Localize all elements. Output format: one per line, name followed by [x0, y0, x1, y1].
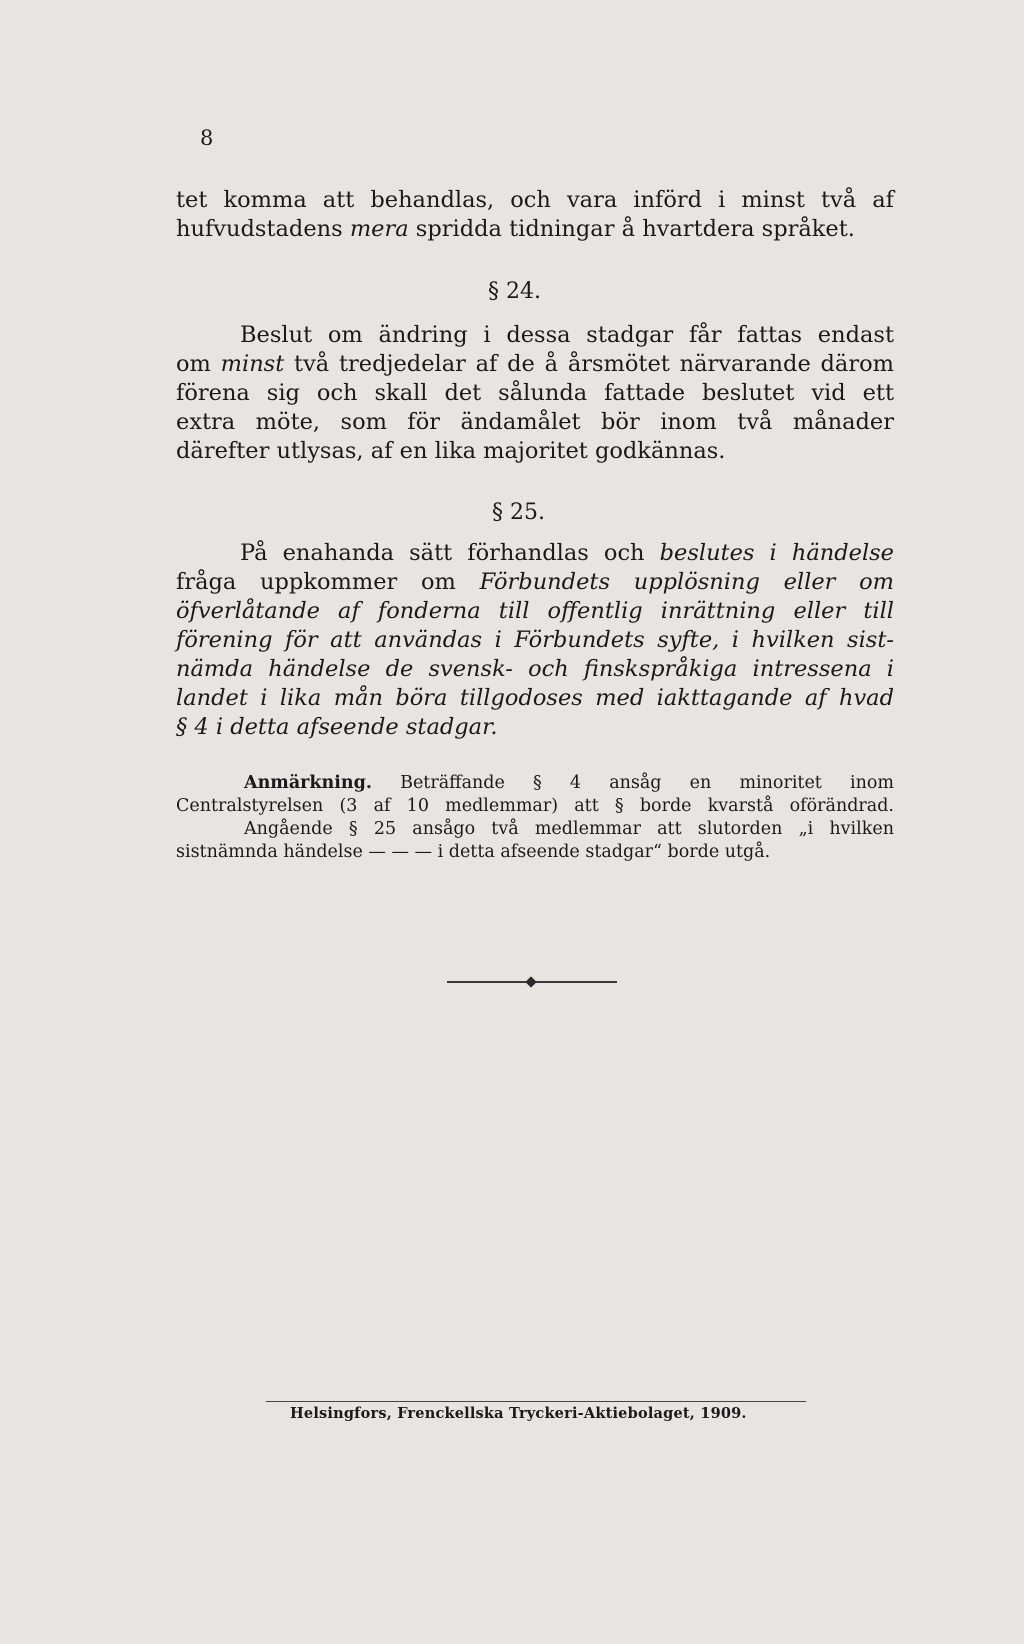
- text-segment: förena sig och skall det sålunda fattade beslutet vid ett: [176, 380, 894, 406]
- note-line-4: [176, 841, 894, 864]
- text-segment: spridda tidningar å hvartdera språket.: [408, 216, 855, 242]
- ornament-divider: [447, 981, 617, 983]
- intro-line-1: [176, 186, 894, 215]
- text-segment: Beslut om ändring i dessa stadgar får fattas endast: [240, 322, 894, 348]
- text-segment: sistnämnda händelse — — — i detta afseende stadgar“ borde utgå.: [176, 842, 771, 862]
- note-line-2: [176, 795, 894, 818]
- text-segment: om: [176, 351, 221, 377]
- s25-line-1: [176, 539, 894, 568]
- italic-segment: öfverlåtande af fonderna till offentlig inrättning eller till: [176, 598, 894, 624]
- italic-segment: nämda händelse de svensk- och finskspråkiga intressena i: [176, 656, 894, 682]
- italic-segment: Förbundets upplösning eller om: [479, 569, 894, 595]
- imprint-rule: [266, 1401, 806, 1402]
- printer-imprint: Helsingfors, Frenckellska Tryckeri-Aktiebolaget, 1909.: [290, 1405, 747, 1422]
- italic-segment: beslutes i händelse: [659, 540, 894, 566]
- s24-line-5: [176, 437, 894, 466]
- text-segment: fråga uppkommer om: [176, 569, 480, 595]
- section-25-paragraph: [176, 539, 894, 742]
- italic-segment: minst: [220, 351, 285, 377]
- s25-line-7: [176, 713, 894, 742]
- page-number: 8: [200, 126, 214, 150]
- text-segment: därefter utlysas, af en lika majoritet godkännas.: [176, 438, 726, 464]
- italic-segment: landet i lika mån böra tillgodoses med iakttagande af hvad: [176, 685, 894, 711]
- text-segment: extra möte, som för ändamålet bör inom två månader: [176, 409, 894, 435]
- remark-note: [176, 772, 894, 864]
- text-segment: hufvudstadens: [176, 216, 350, 242]
- text-segment: Beträffande § 4 ansåg en minoritet inom: [371, 773, 894, 793]
- section-heading-25: § 25.: [492, 500, 545, 525]
- note-label: Anmärkning.: [244, 773, 372, 793]
- section-24-paragraph: [176, 321, 894, 466]
- text-segment: Angående § 25 ansågo två medlemmar att slutorden „i hvilken: [244, 819, 894, 839]
- note-line-1: [176, 772, 894, 795]
- s24-line-1: [176, 321, 894, 350]
- note-line-3: [176, 818, 894, 841]
- s25-line-2: [176, 568, 894, 597]
- s24-line-2: [176, 350, 894, 379]
- s25-line-5: [176, 655, 894, 684]
- s25-line-4: [176, 626, 894, 655]
- s25-line-6: [176, 684, 894, 713]
- s24-line-4: [176, 408, 894, 437]
- italic-segment: § 4 i detta afseende stadgar.: [176, 714, 498, 740]
- s25-line-3: [176, 597, 894, 626]
- italic-segment: förening för att användas i Förbundets syfte, i hvilken sist-: [176, 627, 894, 653]
- text-segment: På enahanda sätt förhandlas och: [240, 540, 660, 566]
- text-segment: tet komma att behandlas, och vara införd i minst två af: [176, 187, 894, 213]
- italic-segment: mera: [349, 216, 409, 242]
- s24-line-3: [176, 379, 894, 408]
- text-segment: två tredjedelar af de å årsmötet närvarande därom: [284, 351, 894, 377]
- text-segment: Centralstyrelsen (3 af 10 medlemmar) att § borde kvarstå oförändrad.: [176, 796, 894, 816]
- intro-paragraph: [176, 186, 894, 244]
- intro-line-2: [176, 215, 894, 244]
- section-heading-24: § 24.: [488, 279, 541, 304]
